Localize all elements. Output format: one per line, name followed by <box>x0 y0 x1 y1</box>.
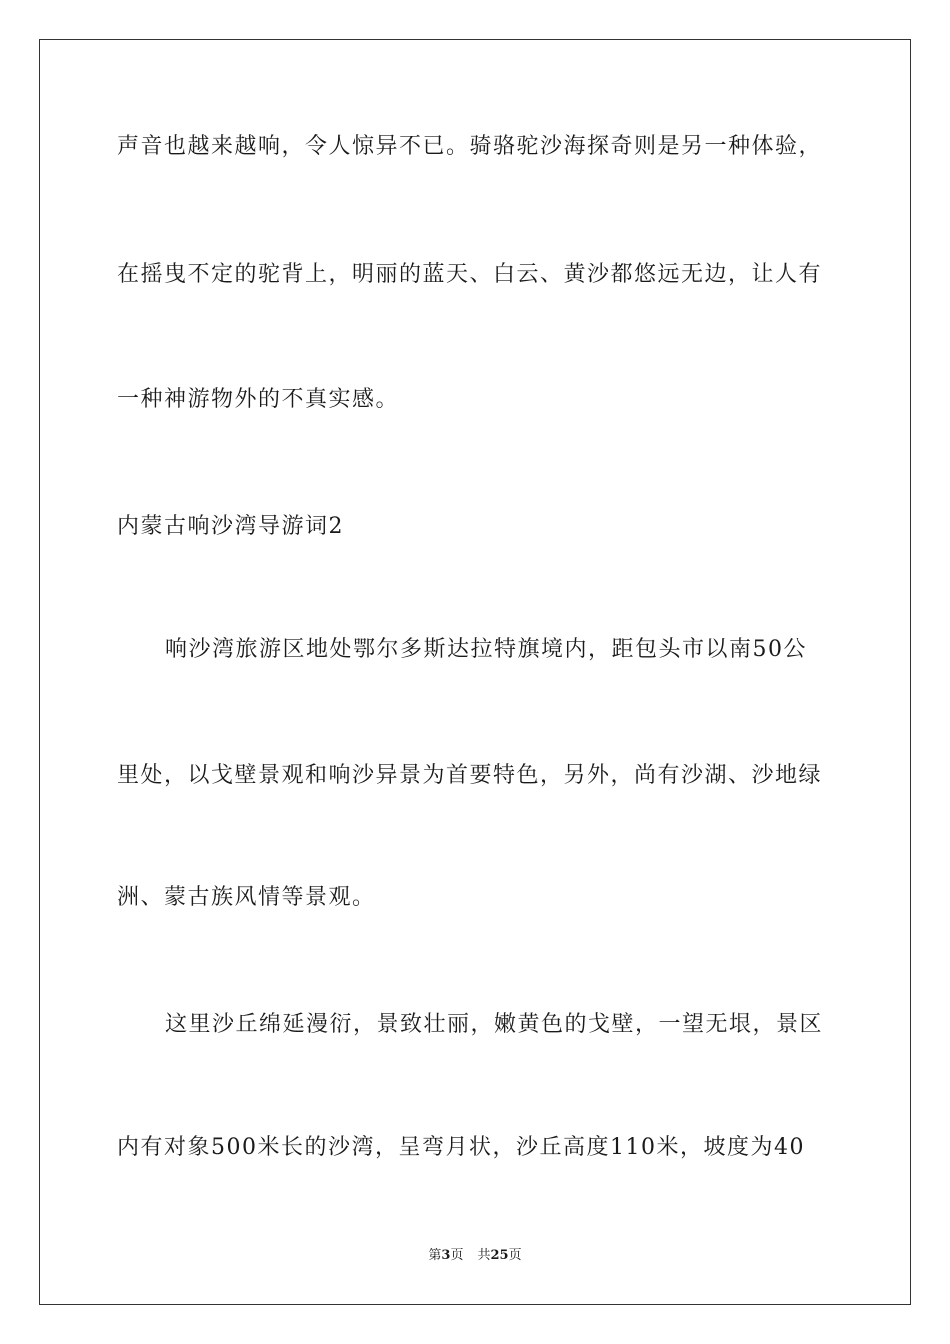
paragraph-line: 响沙湾旅游区地处鄂尔多斯达拉特旗境内，距包头市以南50公 <box>165 637 807 662</box>
page-frame <box>39 39 911 1305</box>
paragraph-line: 里处，以戈壁景观和响沙异景为首要特色，另外，尚有沙湖、沙地绿 <box>117 763 823 788</box>
paragraph-line: 一种神游物外的不真实感。 <box>117 387 400 412</box>
paragraph-line: 声音也越来越响，令人惊异不已。骑骆驼沙海探奇则是另一种体验， <box>117 134 823 159</box>
footer-total-pages: 25 <box>490 1248 509 1263</box>
section-heading: 内蒙古响沙湾导游词2 <box>117 514 344 539</box>
paragraph-line: 洲、蒙古族风情等景观。 <box>117 885 376 910</box>
footer-page-number: 3 <box>441 1248 451 1263</box>
footer-total-suffix: 页 <box>508 1248 522 1263</box>
footer-prefix: 第 <box>428 1248 442 1263</box>
paragraph-line: 这里沙丘绵延漫衍，景致壮丽，嫩黄色的戈壁，一望无垠，景区 <box>165 1012 824 1037</box>
page-footer <box>0 1247 950 1265</box>
paragraph-line: 内有对象500米长的沙湾，呈弯月状，沙丘高度110米，坡度为40 <box>117 1135 805 1160</box>
paragraph-line: 在摇曳不定的驼背上，明丽的蓝天、白云、黄沙都悠远无边，让人有 <box>117 262 823 287</box>
footer-page-suffix: 页 <box>450 1248 464 1263</box>
footer-total-prefix: 共 <box>477 1248 491 1263</box>
